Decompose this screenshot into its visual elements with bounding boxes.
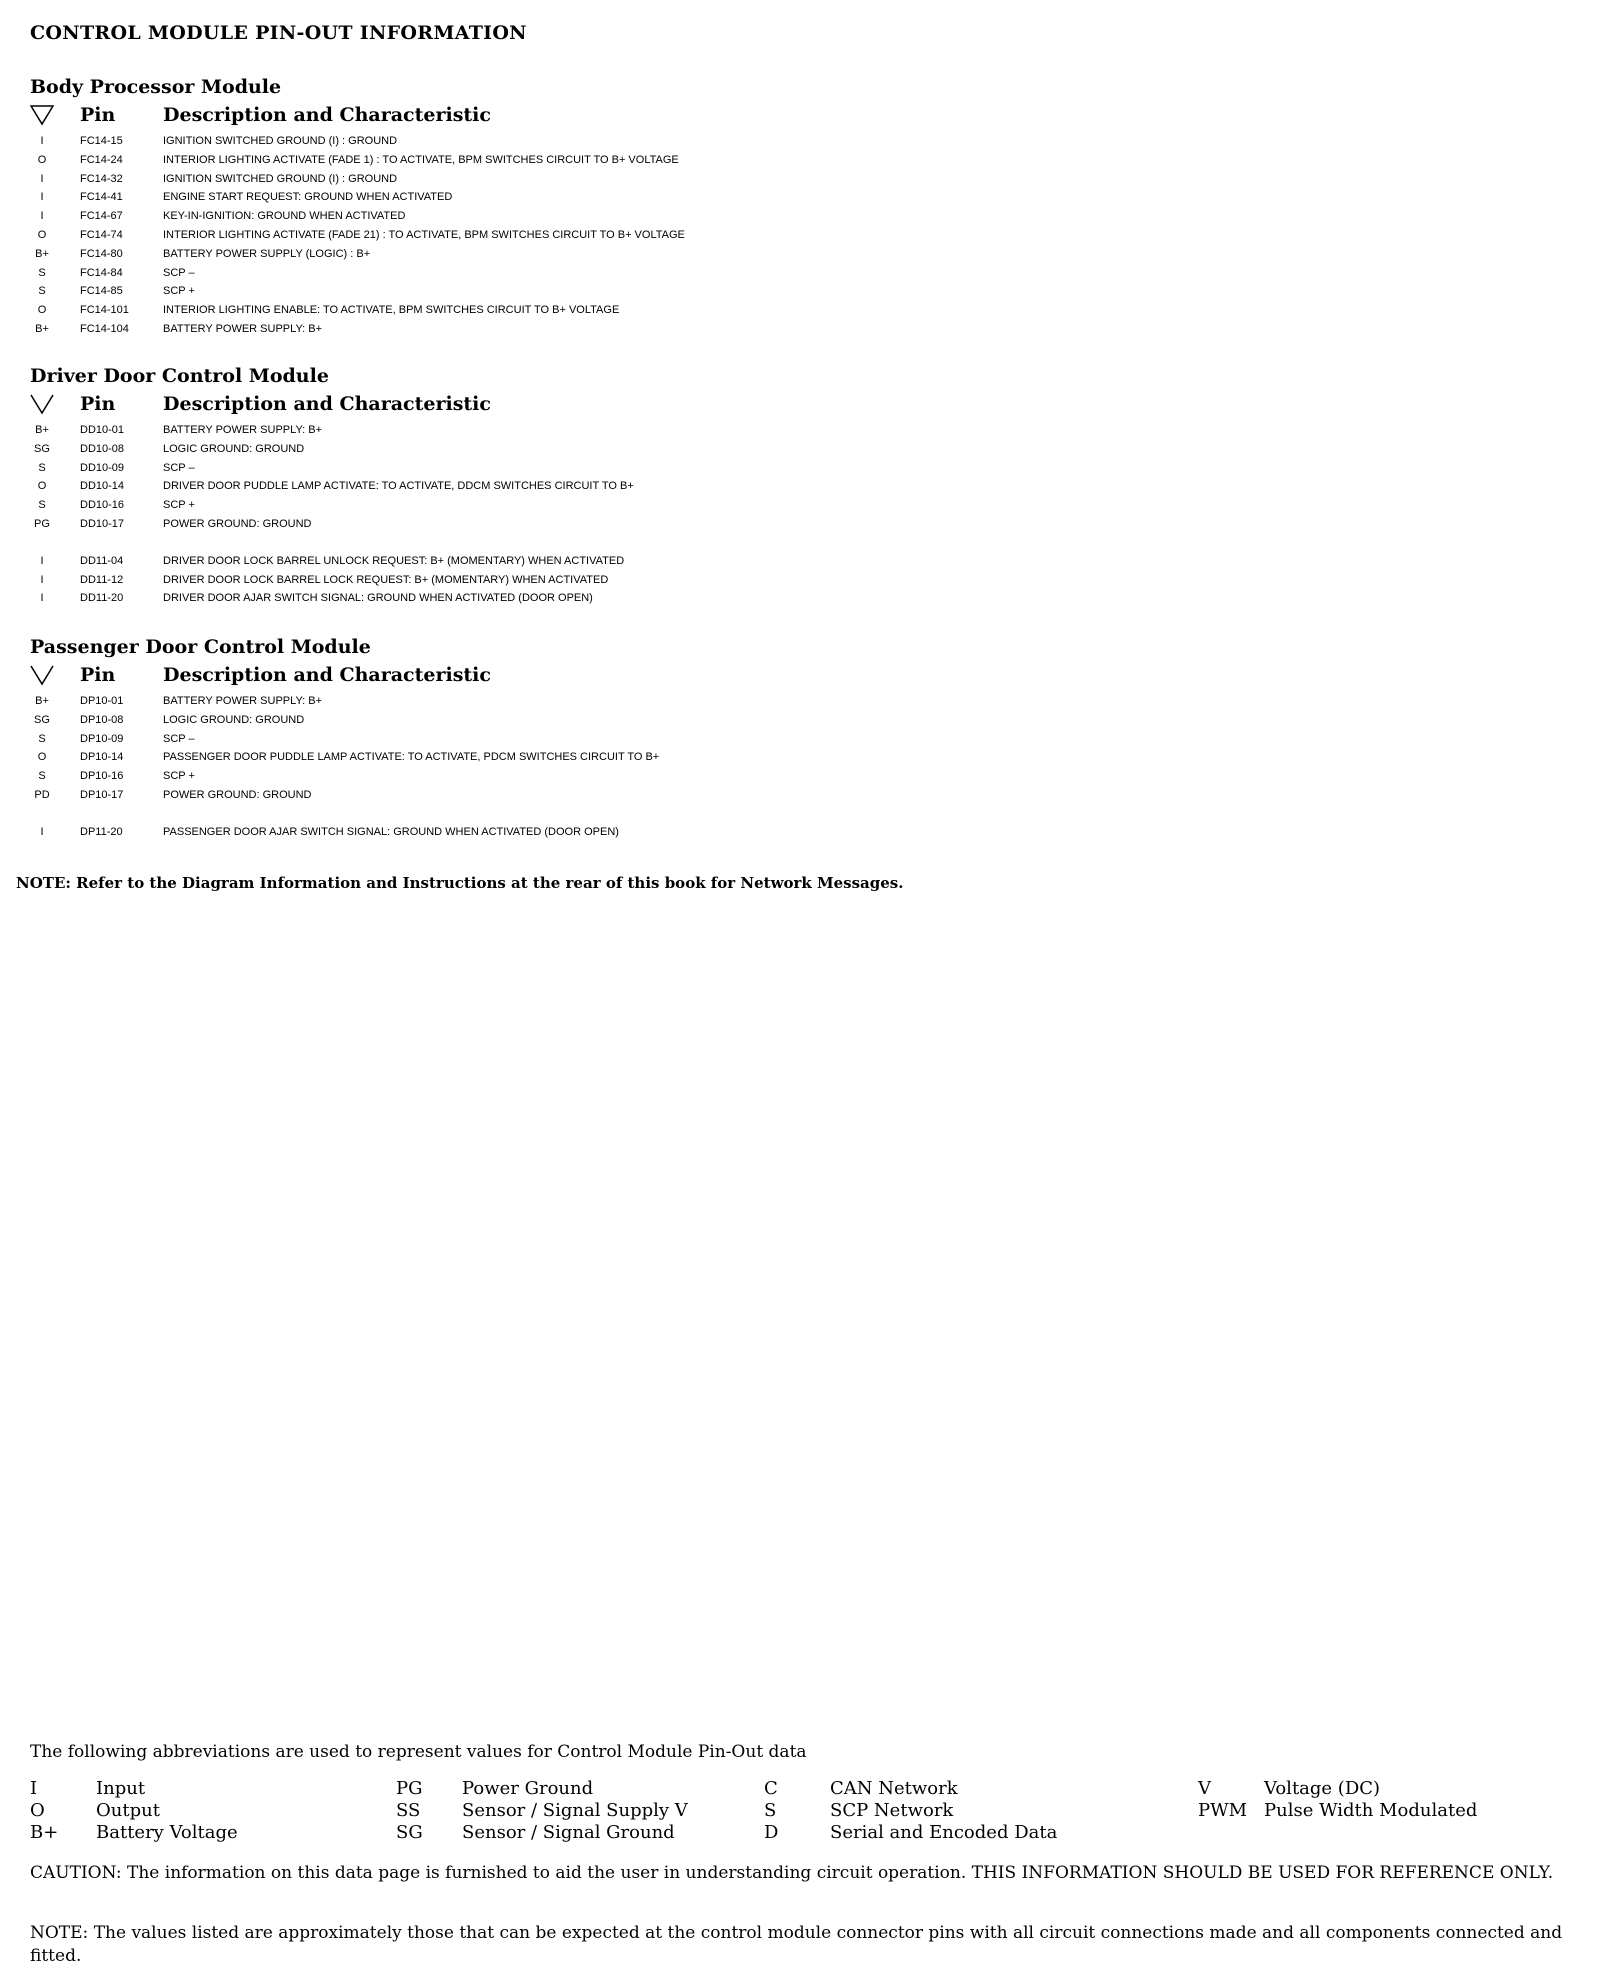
pin-description: DRIVER DOOR PUDDLE LAMP ACTIVATE: TO ACTIVATE, DDCM SWITCHES CIRCUIT TO B+ (163, 480, 634, 493)
pin-row (30, 571, 1130, 590)
pin-id: FC14-15 (80, 135, 123, 147)
pin-description: KEY-IN-IGNITION: GROUND WHEN ACTIVATED (163, 210, 406, 223)
pin-id: DD10-16 (80, 499, 125, 512)
signal-type: SG (34, 442, 50, 455)
pin-id: FC14-74 (80, 228, 123, 241)
signal-type: I (40, 191, 44, 204)
pin-row (30, 207, 1130, 226)
pin-description: SCP + (163, 770, 195, 783)
pin-description: BATTERY POWER SUPPLY (LOGIC) : B+ (163, 247, 371, 260)
abbreviation-code: SG (396, 1822, 423, 1843)
pin-description: IGNITION SWITCHED GROUND (I) : GROUND (163, 135, 398, 147)
abbreviations-legend (30, 1778, 1570, 1848)
abbreviation-meaning: Pulse Width Modulated (1264, 1800, 1478, 1821)
pin-row (30, 151, 1130, 170)
pin-description: LOGIC GROUND: GROUND (163, 713, 305, 726)
pin-id: DD10-09 (80, 461, 125, 474)
pin-row (30, 823, 1130, 842)
signal-type: I (40, 825, 44, 838)
abbreviation-code: SS (396, 1800, 421, 1821)
pin-description: ENGINE START REQUEST: GROUND WHEN ACTIVATED (163, 191, 453, 204)
pin-row (30, 711, 1130, 730)
network-messages-note: NOTE: Refer to the Diagram Information and Instructions at the rear of this book for Network Messages. (16, 874, 904, 892)
signal-type: O (37, 153, 47, 166)
pin-id: DP11-20 (80, 825, 123, 838)
pin-description: INTERIOR LIGHTING ACTIVATE (FADE 21) : TO ACTIVATE, BPM SWITCHES CIRCUIT TO B+ VOLTAGE (163, 228, 685, 241)
abbreviation-code: C (764, 1778, 778, 1799)
section-title: Driver Door Control Module (30, 365, 329, 387)
pin-row (30, 515, 1130, 534)
pin-row (30, 421, 1130, 440)
section-body-processor-module (30, 74, 1130, 339)
abbreviation-code: V (1198, 1778, 1211, 1799)
section-title: Passenger Door Control Module (30, 636, 371, 658)
abbreviation-code: PWM (1198, 1800, 1248, 1821)
pin-description: LOGIC GROUND: GROUND (163, 442, 305, 455)
signal-type: I (40, 135, 44, 147)
group-spacer (30, 805, 1130, 823)
pin-description: BATTERY POWER SUPPLY: B+ (163, 424, 323, 436)
abbreviation-code: D (764, 1822, 779, 1843)
pin-row (30, 496, 1130, 515)
pin-description: DRIVER DOOR LOCK BARREL LOCK REQUEST: B+ (MOMENTARY) WHEN ACTIVATED (163, 573, 609, 586)
signal-type: S (38, 285, 46, 298)
signal-type-triangle-icon (30, 104, 54, 126)
signal-type: S (38, 266, 46, 279)
abbreviation-meaning: Output (96, 1800, 160, 1821)
pin-id: DD10-01 (80, 424, 125, 436)
pin-description: PASSENGER DOOR PUDDLE LAMP ACTIVATE: TO ACTIVATE, PDCM SWITCHES CIRCUIT TO B+ (163, 751, 660, 764)
pin-description: POWER GROUND: GROUND (163, 788, 312, 801)
signal-type: S (38, 770, 46, 783)
pin-id: FC14-32 (80, 172, 123, 185)
pin-description: SCP – (163, 732, 195, 745)
pin-row (30, 552, 1130, 571)
column-header (30, 100, 1130, 132)
signal-type: I (40, 573, 44, 586)
signal-type: I (40, 172, 44, 185)
pin-id: DD11-20 (80, 592, 124, 605)
group-spacer (30, 534, 1130, 552)
abbreviation-code: I (30, 1778, 38, 1799)
values-note: NOTE: The values listed are approximately those that can be expected at the control module connector pins with all circuit connections made and all components connected and fitted. (30, 1923, 1563, 1966)
pin-row (30, 477, 1130, 496)
pin-row (30, 226, 1130, 245)
abbreviation-meaning: Power Ground (462, 1778, 594, 1799)
signal-type: SG (34, 713, 50, 726)
pin-table (30, 421, 1130, 608)
abbreviation-meaning: Sensor / Signal Ground (462, 1822, 675, 1843)
pin-description: SCP – (163, 461, 195, 474)
signal-type: B+ (35, 247, 49, 260)
abbreviation-code: S (764, 1800, 777, 1821)
pin-column-header: Pin (80, 664, 116, 686)
pin-table (30, 692, 1130, 842)
pin-row (30, 767, 1130, 786)
pin-id: DP10-17 (80, 788, 124, 801)
pin-row (30, 730, 1130, 749)
description-column-header: Description and Characteristic (163, 664, 491, 686)
signal-type: O (37, 480, 47, 493)
pin-description: POWER GROUND: GROUND (163, 517, 312, 530)
column-header (30, 389, 1130, 421)
pin-row (30, 459, 1130, 478)
signal-type-chevron-icon (30, 664, 54, 686)
pin-row (30, 245, 1130, 264)
pin-id: FC14-24 (80, 153, 123, 166)
pin-row (30, 282, 1130, 301)
pin-description: SCP + (163, 499, 195, 512)
section-driver-door-control-module (30, 363, 1130, 608)
pin-row (30, 589, 1130, 608)
pin-id: FC14-41 (80, 191, 123, 204)
pin-id: FC14-85 (80, 285, 123, 298)
signal-type: PD (34, 788, 50, 801)
signal-type: O (37, 751, 47, 764)
pin-row (30, 440, 1130, 459)
abbreviation-meaning: CAN Network (830, 1778, 958, 1799)
pin-row (30, 170, 1130, 189)
signal-type: B+ (35, 424, 49, 436)
signal-type-chevron-icon (30, 393, 54, 415)
pin-id: DD11-12 (80, 573, 124, 586)
signal-type: PG (34, 517, 50, 530)
pin-row (30, 188, 1130, 207)
pin-id: DP10-09 (80, 732, 124, 745)
pin-id: DP10-08 (80, 713, 124, 726)
pin-row (30, 320, 1130, 339)
column-header (30, 660, 1130, 692)
pin-id: FC14-67 (80, 210, 123, 223)
pin-id: DP10-01 (80, 695, 124, 707)
signal-type: B+ (35, 322, 49, 335)
pin-id: FC14-84 (80, 266, 123, 279)
abbreviation-code: O (30, 1800, 45, 1821)
signal-type: S (38, 499, 46, 512)
pin-description: IGNITION SWITCHED GROUND (I) : GROUND (163, 172, 398, 185)
pin-description: SCP + (163, 285, 195, 298)
section-title: Body Processor Module (30, 76, 282, 98)
pin-row (30, 264, 1130, 283)
pin-id: DD10-17 (80, 517, 125, 530)
signal-type: I (40, 554, 44, 567)
signal-type: B+ (35, 695, 49, 707)
signal-type: S (38, 461, 46, 474)
pin-id: FC14-80 (80, 247, 123, 260)
description-column-header: Description and Characteristic (163, 104, 491, 126)
abbreviation-meaning: SCP Network (830, 1800, 954, 1821)
pin-id: DP10-14 (80, 751, 124, 764)
pin-id: FC14-104 (80, 322, 129, 335)
signal-type: S (38, 732, 46, 745)
pin-table (30, 132, 1130, 339)
pin-description: PASSENGER DOOR AJAR SWITCH SIGNAL: GROUND WHEN ACTIVATED (DOOR OPEN) (163, 825, 619, 838)
description-column-header: Description and Characteristic (163, 393, 491, 415)
pin-id: DP10-16 (80, 770, 124, 783)
pin-id: DD10-08 (80, 442, 125, 455)
pin-id: DD11-04 (80, 554, 124, 567)
signal-type: O (37, 228, 47, 241)
abbreviation-code: PG (396, 1778, 423, 1799)
signal-type: I (40, 210, 44, 223)
section-passenger-door-control-module (30, 634, 1130, 842)
pin-column-header: Pin (80, 104, 116, 126)
pin-description: SCP – (163, 266, 195, 279)
pin-id: DD10-14 (80, 480, 125, 493)
pin-description: INTERIOR LIGHTING ACTIVATE (FADE 1) : TO ACTIVATE, BPM SWITCHES CIRCUIT TO B+ VOLTAGE (163, 153, 679, 166)
pin-id: FC14-101 (80, 304, 129, 317)
pin-description: INTERIOR LIGHTING ENABLE: TO ACTIVATE, BPM SWITCHES CIRCUIT TO B+ VOLTAGE (163, 304, 620, 317)
abbreviation-meaning: Battery Voltage (96, 1822, 238, 1843)
pin-description: BATTERY POWER SUPPLY: B+ (163, 695, 323, 707)
pin-description: DRIVER DOOR LOCK BARREL UNLOCK REQUEST: B+ (MOMENTARY) WHEN ACTIVATED (163, 554, 625, 567)
pin-row (30, 132, 1130, 151)
signal-type: I (40, 592, 44, 605)
page-title: CONTROL MODULE PIN-OUT INFORMATION (30, 22, 527, 44)
pin-description: BATTERY POWER SUPPLY: B+ (163, 322, 323, 335)
pin-row (30, 301, 1130, 320)
abbreviation-code: B+ (30, 1822, 59, 1843)
abbreviation-meaning: Serial and Encoded Data (830, 1822, 1058, 1843)
caution-text: CAUTION: The information on this data page is furnished to aid the user in understanding circuit operation. THIS INFORMATION SHOULD BE USED FOR REFERENCE ONLY. (30, 1863, 1554, 1883)
abbreviation-meaning: Voltage (DC) (1264, 1778, 1381, 1799)
pin-row (30, 786, 1130, 805)
pin-row (30, 692, 1130, 711)
pin-column-header: Pin (80, 393, 116, 415)
pin-row (30, 748, 1130, 767)
abbreviation-meaning: Sensor / Signal Supply V (462, 1800, 688, 1821)
abbreviation-meaning: Input (96, 1778, 146, 1799)
pin-description: DRIVER DOOR AJAR SWITCH SIGNAL: GROUND WHEN ACTIVATED (DOOR OPEN) (163, 592, 593, 605)
signal-type: O (37, 304, 47, 317)
abbreviations-intro: The following abbreviations are used to represent values for Control Module Pin-Out data (30, 1742, 807, 1762)
